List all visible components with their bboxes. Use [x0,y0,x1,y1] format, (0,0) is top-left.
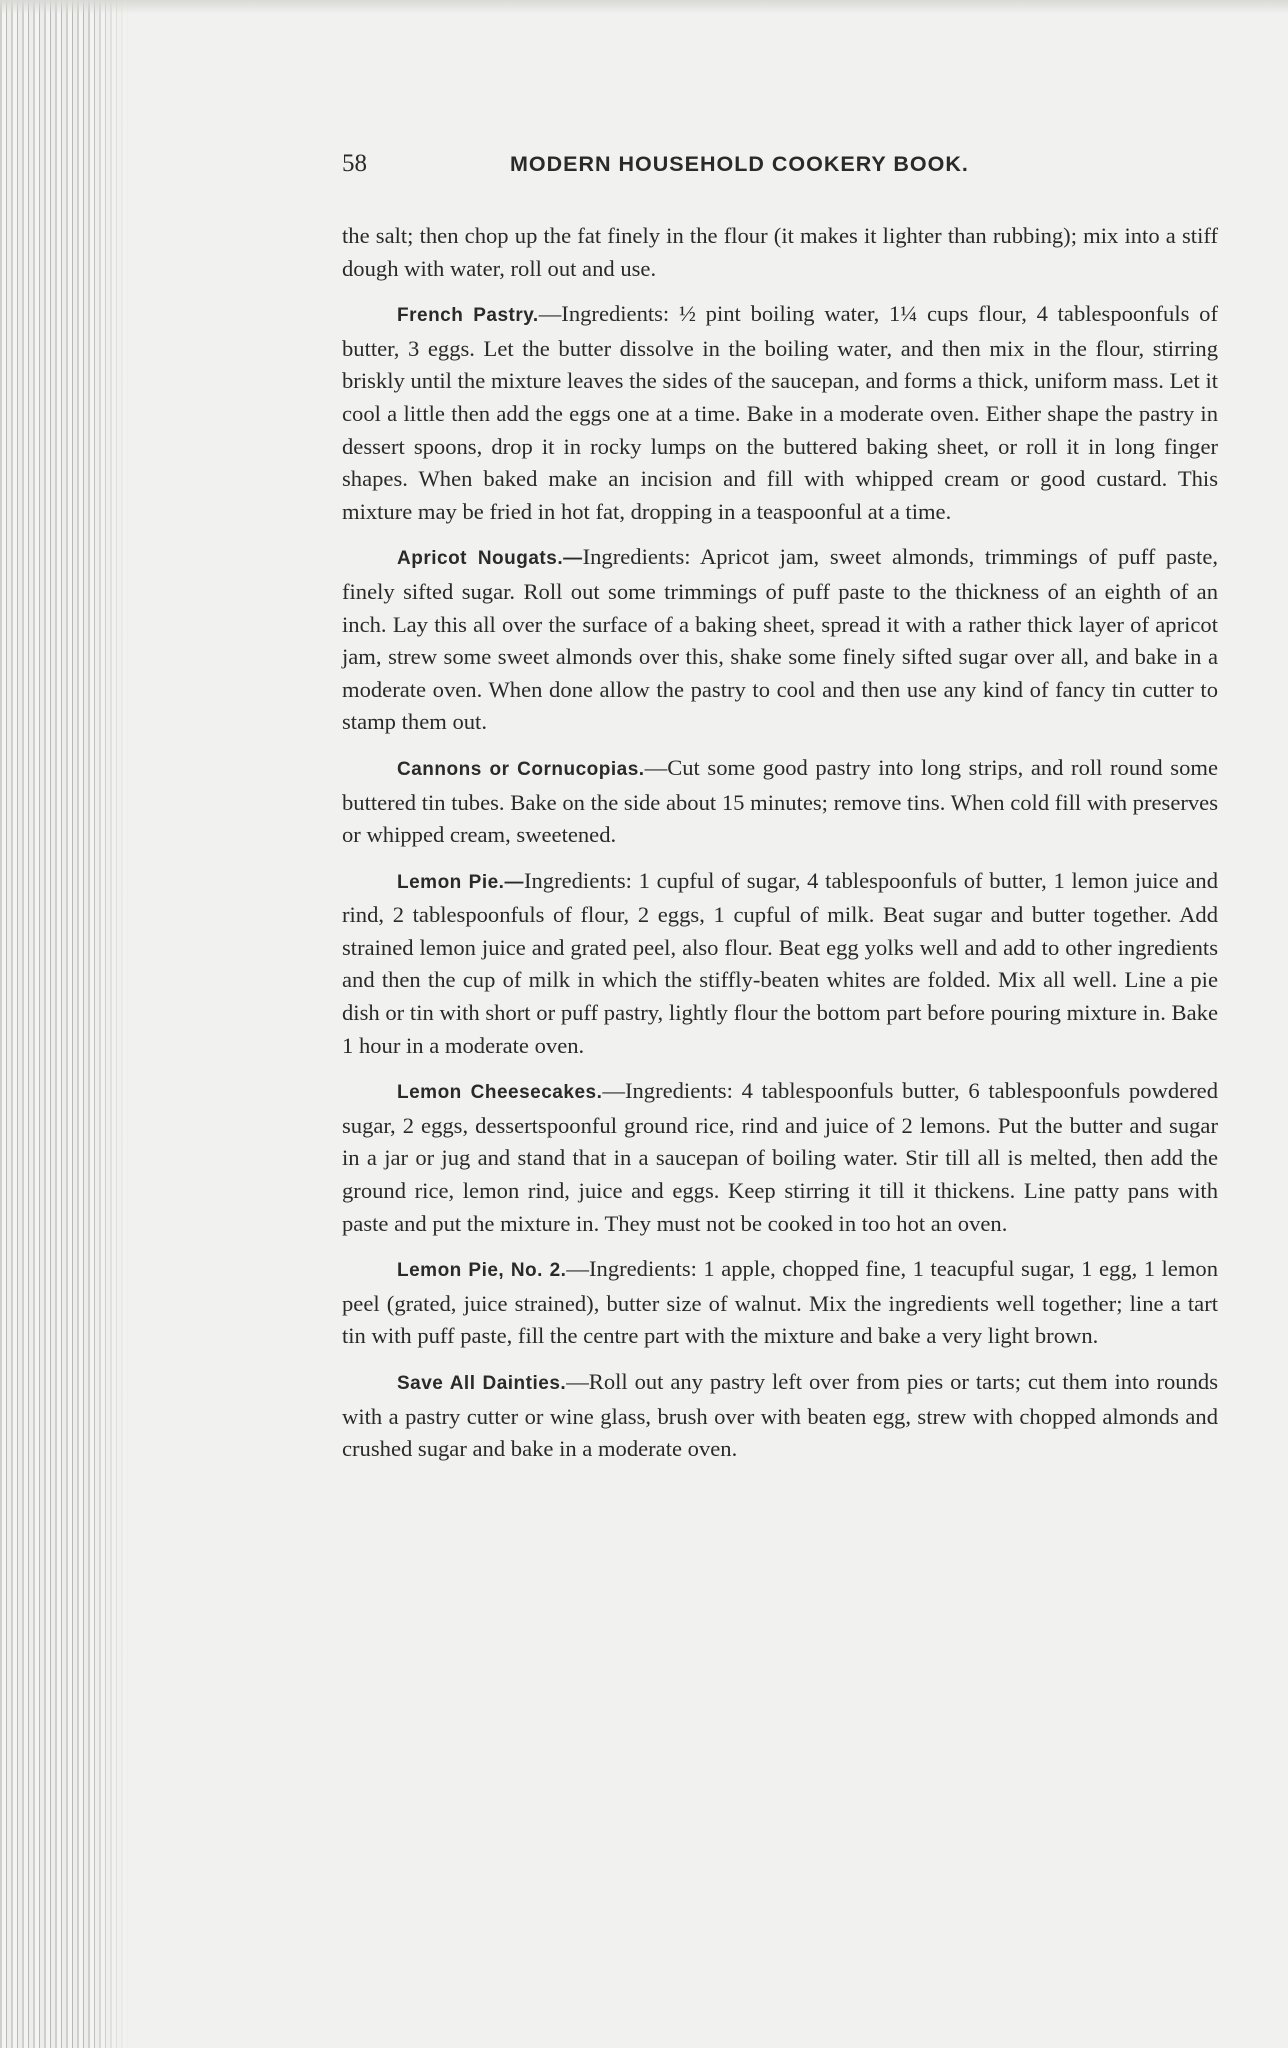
recipe-text: —Cut some good pastry into long strips, and roll round some buttered tin tubes. Bake on the side about 15 minutes; remove tins. When cold fill with preserves or whipped cream, sweetened. [342,754,1218,848]
page-number: 58 [342,150,367,177]
book-page [342,150,1218,1479]
recipe-lemon-pie-2 [342,1253,1218,1353]
recipe-french-pastry [342,298,1218,528]
recipe-cannons [342,752,1218,852]
page-header [342,150,1218,186]
recipe-heading: Lemon Pie, No. 2. [397,1260,567,1282]
recipe-lemon-pie [342,865,1218,1063]
book-page-edges [0,0,130,2048]
recipe-heading: Cannons or Cornucopias. [397,758,645,780]
recipe-save-all-dainties [342,1366,1218,1466]
recipe-heading: Save All Dainties. [397,1373,567,1394]
recipe-heading: Lemon Cheesecakes. [397,1082,603,1104]
recipe-heading: Lemon Pie.— [397,871,524,893]
recipe-text: Ingredients: 1 cupful of sugar, 4 tablespoonfuls of butter, 1 lemon juice and rind, 2 tablespoonfuls of flour, 2 eggs, 1 cupful of milk. Beat sugar and butter together. Add strained lemon juice and grated peel, also flour. Beat egg yolks well and add to other ingredients and then the cup of milk in which the stiffly-beaten whites are folded. Mix all well. Line a pie dish or tin with short or puff pastry, lightly flour the bottom part before pouring mixture in. Bake 1 hour in a moderate oven. [342,867,1219,1058]
scan-top-shadow [0,0,1288,14]
recipe-text: —Ingredients: 1 apple, chopped fine, 1 teacupful sugar, 1 egg, 1 lemon peel (grated, juice strained), butter size of walnut. Mix the ingredients well together; line a tart tin with puff paste, fill the centre part with the mixture and bake a very light brown. [342,1256,1218,1349]
recipe-text: —Ingredients: ½ pint boiling water, 1¼ cups flour, 4 tablespoonfuls of butter, 3 eggs. Let the butter dissolve in the boiling water, and then mix in the flour, stirring briskly until the mixture leaves the sides of the saucepan, and forms a thick, uniform mass. Let it cool a little then add the eggs one at a time. Bake in a moderate oven. Either shape the pastry in dessert spoons, drop it in rocky lumps on the buttered baking sheet, or roll it in long finger shapes. When baked make an incision and fill with whipped cream or good custard. This mixture may be fried in hot fat, dropping in a teaspoonful at a time. [342,301,1218,524]
recipe-lemon-cheesecakes [342,1075,1218,1240]
running-head: MODERN HOUSEHOLD COOKERY BOOK. [510,152,969,176]
recipe-text: —Ingredients: 4 tablespoonfuls butter, 6 tablespoonfuls powdered sugar, 2 eggs, dessertspoonful ground rice, rind and juice of 2 lemons. Put the butter and sugar in a jar or jug and stand that in a saucepan of boiling water. Stir till all is melted, then add the ground rice, lemon rind, juice and eggs. Keep stirring it till it thickens. Line patty pans with paste and put the mixture in. They must not be cooked in too hot an oven. [342,1078,1218,1236]
recipe-apricot-nougats [342,541,1218,739]
recipe-heading: Apricot Nougats.— [397,548,583,570]
recipe-heading: French Pastry. [397,305,539,327]
recipe-text: Ingredients: Apricot jam, sweet almonds, trimmings of puff paste, finely sifted sugar. Roll out some trimmings of puff paste to the thickness of an eighth of an inch. Lay this all over the surface of a baking sheet, spread it with a rather thick layer of apricot jam, strew some sweet almonds over this, shake some finely sifted sugar over all, and bake in a moderate oven. When done allow the pastry to cool and then use any kind of fancy tin cutter to stamp them out. [342,544,1219,735]
recipe-text: —Roll out any pastry left over from pies or tarts; cut them into rounds with a pastry cutter or wine glass, brush over with beaten egg, strew with chopped almonds and crushed sugar and bake in a moderate oven. [342,1369,1218,1462]
intro-paragraph: the salt; then chop up the fat finely in the flour (it makes it lighter than rubbing); mix into a stiff dough with water, roll out and use. [342,223,1218,281]
